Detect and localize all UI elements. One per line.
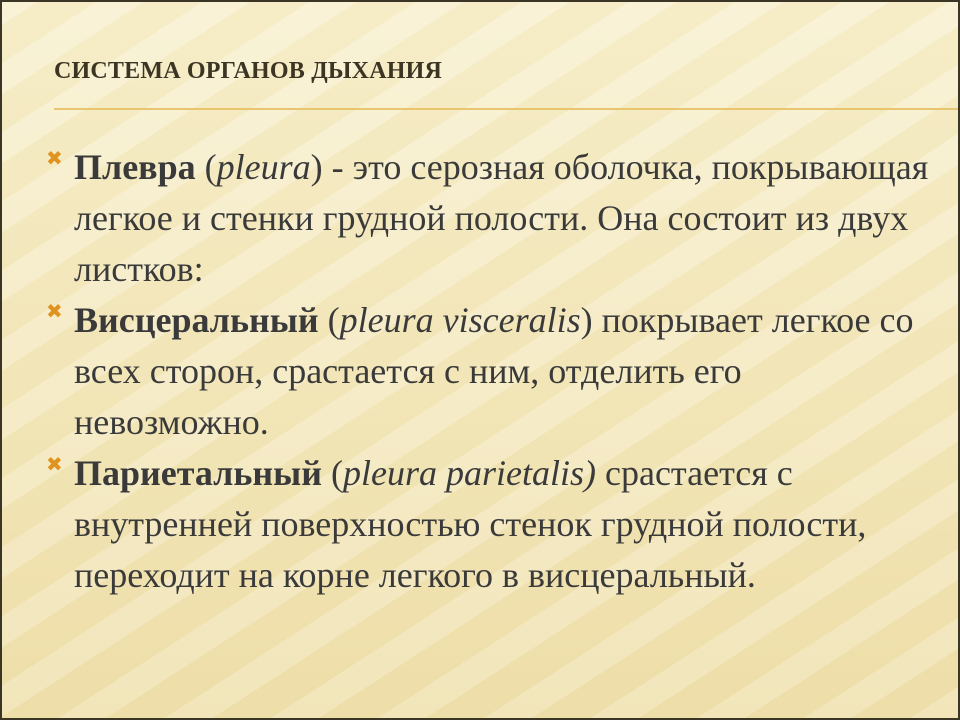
latin-parietal: pleura parietalis): [343, 453, 596, 493]
paren-open: (: [318, 300, 340, 340]
term-visceral: Висцеральный: [74, 300, 319, 340]
bullet-item-parietal: [46, 448, 938, 601]
bullet-item-pleura: [46, 142, 938, 295]
definition-pleura: - это серозная оболочка, покрывающая легкое и стенки грудной полости. Она состоит из двух листков:: [74, 147, 929, 289]
definition-parietal: срастается с внутренней поверхностью стенок грудной полости, переходит на корне легкого в висцеральный.: [74, 453, 867, 595]
paren-open: (: [195, 147, 217, 187]
term-pleura: Плевра: [74, 147, 196, 187]
x-mark-icon: ✖: [46, 452, 63, 476]
slide-title: СИСТЕМА ОРГАНОВ ДЫХАНИЯ: [54, 58, 443, 84]
latin-visceral: pleura visceralis: [339, 300, 581, 340]
title-divider: [54, 108, 958, 110]
paren-open: (: [322, 453, 344, 493]
term-parietal: Париетальный: [74, 453, 323, 493]
x-mark-icon: ✖: [46, 146, 63, 170]
paren-close: ): [580, 300, 593, 340]
paren-close: ): [310, 147, 323, 187]
definition-visceral: покрывает легкое со всех сторон, срастается с ним, отделить его невозможно.: [74, 300, 914, 442]
bullet-list: [46, 142, 938, 601]
latin-pleura: pleura: [216, 147, 311, 187]
bullet-item-visceral: [46, 295, 938, 448]
x-mark-icon: ✖: [46, 299, 63, 323]
